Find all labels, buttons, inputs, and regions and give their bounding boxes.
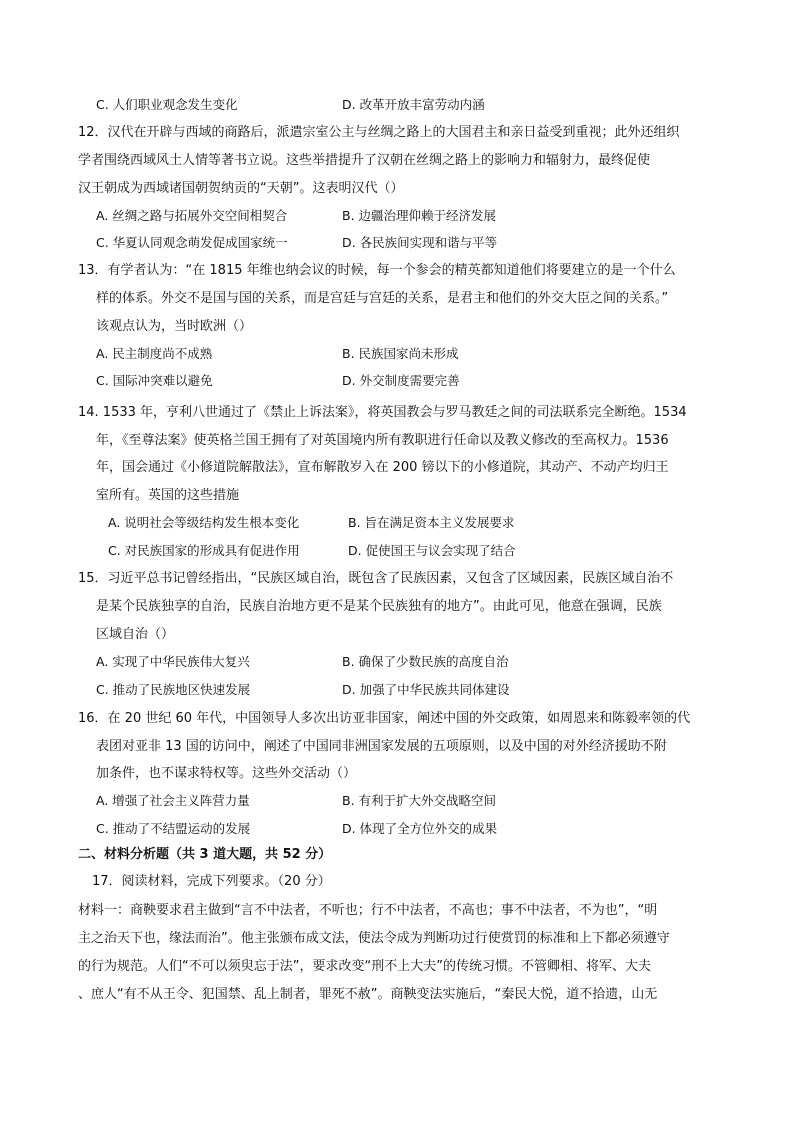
question-17-material-line-3: 的行为规范。人们“不可以须臾忘于法”，要求改变“刑不上大夫”的传统习惯。不管卿相、将军、大夫	[78, 959, 651, 974]
question-16-line-3: 加条件，也不谋求特权等。这些外交活动（）	[96, 766, 357, 781]
question-12-option-b: B. 边疆治理仰赖于经济发展	[342, 208, 497, 223]
question-14-line-4: 室所有。英国的这些措施	[96, 488, 240, 503]
question-16-option-c: C. 推动了不结盟运动的发展	[96, 821, 251, 836]
question-17-prompt: 17．阅读材料，完成下列要求。（20 分）	[92, 874, 331, 889]
question-12-line-1: 12．汉代在开辟与西域的商路后，派遣宗室公主与丝绸之路上的大国君主和亲日益受到重视；此外还组织	[78, 125, 680, 140]
question-16-option-a: A. 增强了社会主义阵营力量	[96, 793, 250, 808]
question-14-line-1: 14. 1533 年，亨利八世通过了《禁止上诉法案》，将英国教会与罗马教廷之间的司法联系完全断绝。1534	[78, 405, 687, 420]
prev-question-option-d: D. 改革开放丰富劳动内涵	[342, 97, 485, 112]
question-13-option-b: B. 民族国家尚未形成	[342, 346, 459, 361]
question-13-option-c: C. 国际冲突难以避免	[96, 373, 213, 388]
question-16-line-2: 表团对亚非 13 国的访问中，阐述了中国同非洲国家发展的五项原则，以及中国的对外经济援助不附	[96, 739, 667, 754]
question-13-line-3: 该观点认为，当时欧洲（）	[96, 319, 253, 334]
question-14-option-c: C. 对民族国家的形成具有促进作用	[108, 543, 300, 558]
question-17-material-line-4: 、庶人“有不从王令、犯国禁、乱上制者，罪死不赦”。商鞅变法实施后，“秦民大悦，道不拾遗，山无	[78, 987, 658, 1002]
question-13-line-2: 样的体系。外交不是国与国的关系，而是宫廷与宫廷的关系，是君主和他们的外交大臣之间的关系。”	[96, 291, 669, 306]
question-15-option-b: B. 确保了少数民族的高度自治	[342, 654, 509, 669]
question-12-line-2: 学者围绕西域风土人情等著书立说。这些举措提升了汉朝在丝绸之路上的影响力和辐射力，最终促使	[78, 153, 651, 168]
question-13-line-1: 13．有学者认为：“在 1815 年维也纳会议的时候，每一个参会的精英都知道他们将要建立的是一个什么	[78, 263, 676, 278]
question-15-option-d: D. 加强了中华民族共同体建设	[342, 682, 510, 697]
question-13-option-a: A. 民主制度尚不成熟	[96, 346, 213, 361]
question-12-option-d: D. 各民族间实现和谐与平等	[342, 235, 498, 250]
question-16-option-b: B. 有利于扩大外交战略空间	[342, 793, 497, 808]
prev-question-option-c: C. 人们职业观念发生变化	[96, 97, 238, 112]
question-14-option-d: D. 促使国王与议会实现了结合	[348, 543, 516, 558]
section-2-heading: 二、材料分析题（共 3 道大题，共 52 分）	[78, 847, 332, 862]
question-15-option-c: C. 推动了民族地区快速发展	[96, 682, 251, 697]
question-14-option-b: B. 旨在满足资本主义发展要求	[348, 515, 515, 530]
question-15-option-a: A. 实现了中华民族伟大复兴	[96, 654, 250, 669]
question-13-option-d: D. 外交制度需要完善	[342, 373, 460, 388]
question-12-line-3: 汉王朝成为西域诸国朝贺纳贡的“天朝”。这表明汉代（）	[78, 181, 404, 196]
question-16-line-1: 16．在 20 世纪 60 年代，中国领导人多次出访亚非国家，阐述中国的外交政策，如周恩来和陈毅率领的代	[78, 711, 691, 726]
question-17-material-line-1: 材料一：商鞅要求君主做到“言不中法者，不听也；行不中法者，不高也；事不中法者，不为也”，“明	[78, 903, 658, 918]
question-12-option-a: A. 丝绸之路与拓展外交空间相契合	[96, 208, 288, 223]
question-14-option-a: A. 说明社会等级结构发生根本变化	[108, 515, 300, 530]
question-17-material-line-2: 主之治天下也，缘法而治”。他主张颁布成文法，使法令成为判断功过行使赏罚的标准和上下都必须遵守	[78, 931, 670, 946]
question-12-option-c: C. 华夏认同观念萌发促成国家统一	[96, 235, 288, 250]
question-15-line-1: 15．习近平总书记曾经指出，“民族区域自治，既包含了民族因素，又包含了区域因素，民族区域自治不	[78, 571, 674, 586]
question-14-line-2: 年，《至尊法案》使英格兰国王拥有了对英国境内所有教职进行任命以及教义修改的至高权力。1536	[96, 433, 669, 448]
question-14-line-3: 年，国会通过《小修道院解散法》，宣布解散岁入在 200 镑以下的小修道院，其动产、不动产均归王	[96, 460, 669, 475]
question-16-option-d: D. 体现了全方位外交的成果	[342, 821, 498, 836]
question-15-line-3: 区域自治（）	[96, 627, 175, 642]
question-15-line-2: 是某个民族独享的自治，民族自治地方更不是某个民族独有的地方”。由此可见，他意在强调，民族	[96, 599, 662, 614]
